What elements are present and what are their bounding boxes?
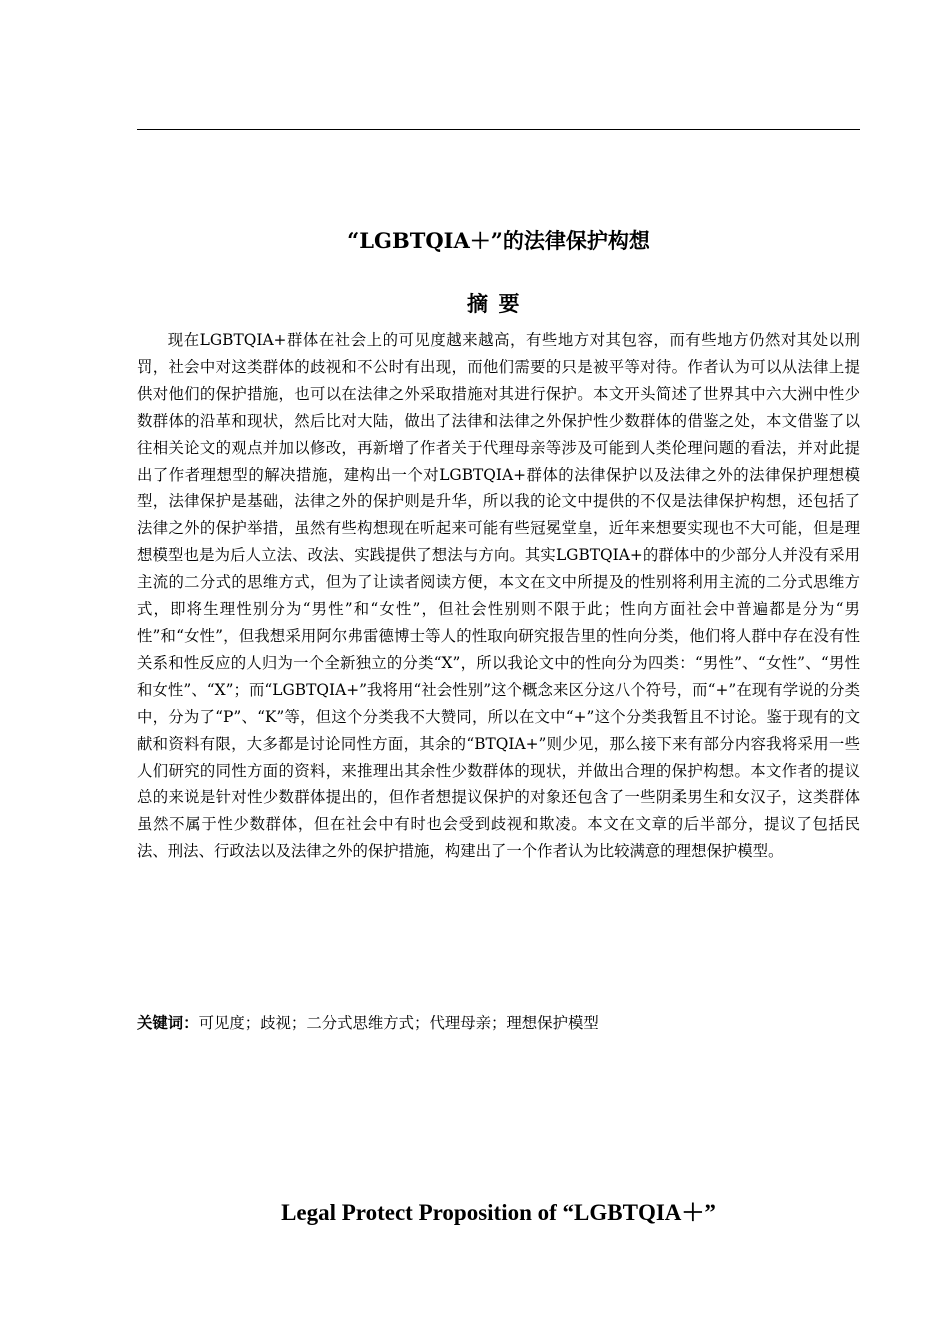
keywords-line (137, 1010, 860, 1036)
abstract-body: 现在LGBTQIA+群体在社会上的可见度越来越高，有些地方对其包容，而有些地方仍然对其处以刑罚，社会中对这类群体的歧视和不公时有出现，而他们需要的只是被平等对待。作者认为可以从法律上提供对他们的保护措施，也可以在法律之外采取措施对其进行保护。本文开头简述了世界其中六大洲中性少数群体的沿革和现状，然后比对大陆，做出了法律和法律之外保护性少数群体的借鉴之处，本文借鉴了以往相关论文的观点并加以修改，再新增了作者关于代理母亲等涉及可能到人类伦理问题的看法，并对此提出了作者理想型的解决措施，建构出一个对LGBTQIA+群体的法律保护以及法律之外的法律保护理想模型，法律保护是基础，法律之外的保护则是升华，所以我的论文中提供的不仅是法律保护构想，还包括了法律之外的保护举措，虽然有些构想现在听起来可能有些冠冕堂皇，近年来想要实现也不大可能，但是理想模型也是为后人立法、改法、实践提供了想法与方向。其实LGBTQIA+的群体中的少部分人并没有采用主流的二分式的思维方式，但为了让读者阅读方便，本文在文中所提及的性别将利用主流的二分式思维方式，即将生理性别分为“男性”和“女性”，但社会性别则不限于此；性向方面社会中普遍都是分为“男性”和“女性”，但我想采用阿尔弗雷德博士等人的性取向研究报告里的性向分类，他们将人群中存在没有性关系和性反应的人归为一个全新独立的分类“X”，所以我论文中的性向分为四类：“男性”、“女性”、“男性和女性”、“X”；而“LGBTQIA+”我将用“社会性别”这个概念来区分这八个符号，而“+”在现有学说的分类中，分为了“P”、“K”等，但这个分类我不大赞同，所以在文中“+”这个分类我暂且不讨论。鉴于现有的文献和资料有限，大多都是讨论同性方面，其余的“BTQIA+”则少见，那么接下来有部分内容我将采用一些人们研究的同性方面的资料，来推理出其余性少数群体的现状，并做出合理的保护构想。本文作者的提议总的来说是针对性少数群体提出的，但作者想提议保护的对象还包含了一些阴柔男生和女汉子，这类群体虽然不属于性少数群体，但在社会中有时也会受到歧视和欺凌。本文在文章的后半部分，提议了包括民法、刑法、行政法以及法律之外的保护措施，构建出了一个作者认为比较满意的理想保护模型。 (137, 331, 860, 861)
english-title: Legal Protect Proposition of “LGBTQIA＋” (281, 1200, 716, 1225)
abstract-heading: 摘要 (467, 291, 530, 316)
header-rule (137, 129, 860, 130)
keywords-text: 可见度；歧视；二分式思维方式；代理母亲；理想保护模型 (198, 1014, 599, 1032)
keywords-label: 关键词： (137, 1014, 199, 1032)
document-title: “LGBTQIA＋”的法律保护构想 (347, 228, 650, 253)
